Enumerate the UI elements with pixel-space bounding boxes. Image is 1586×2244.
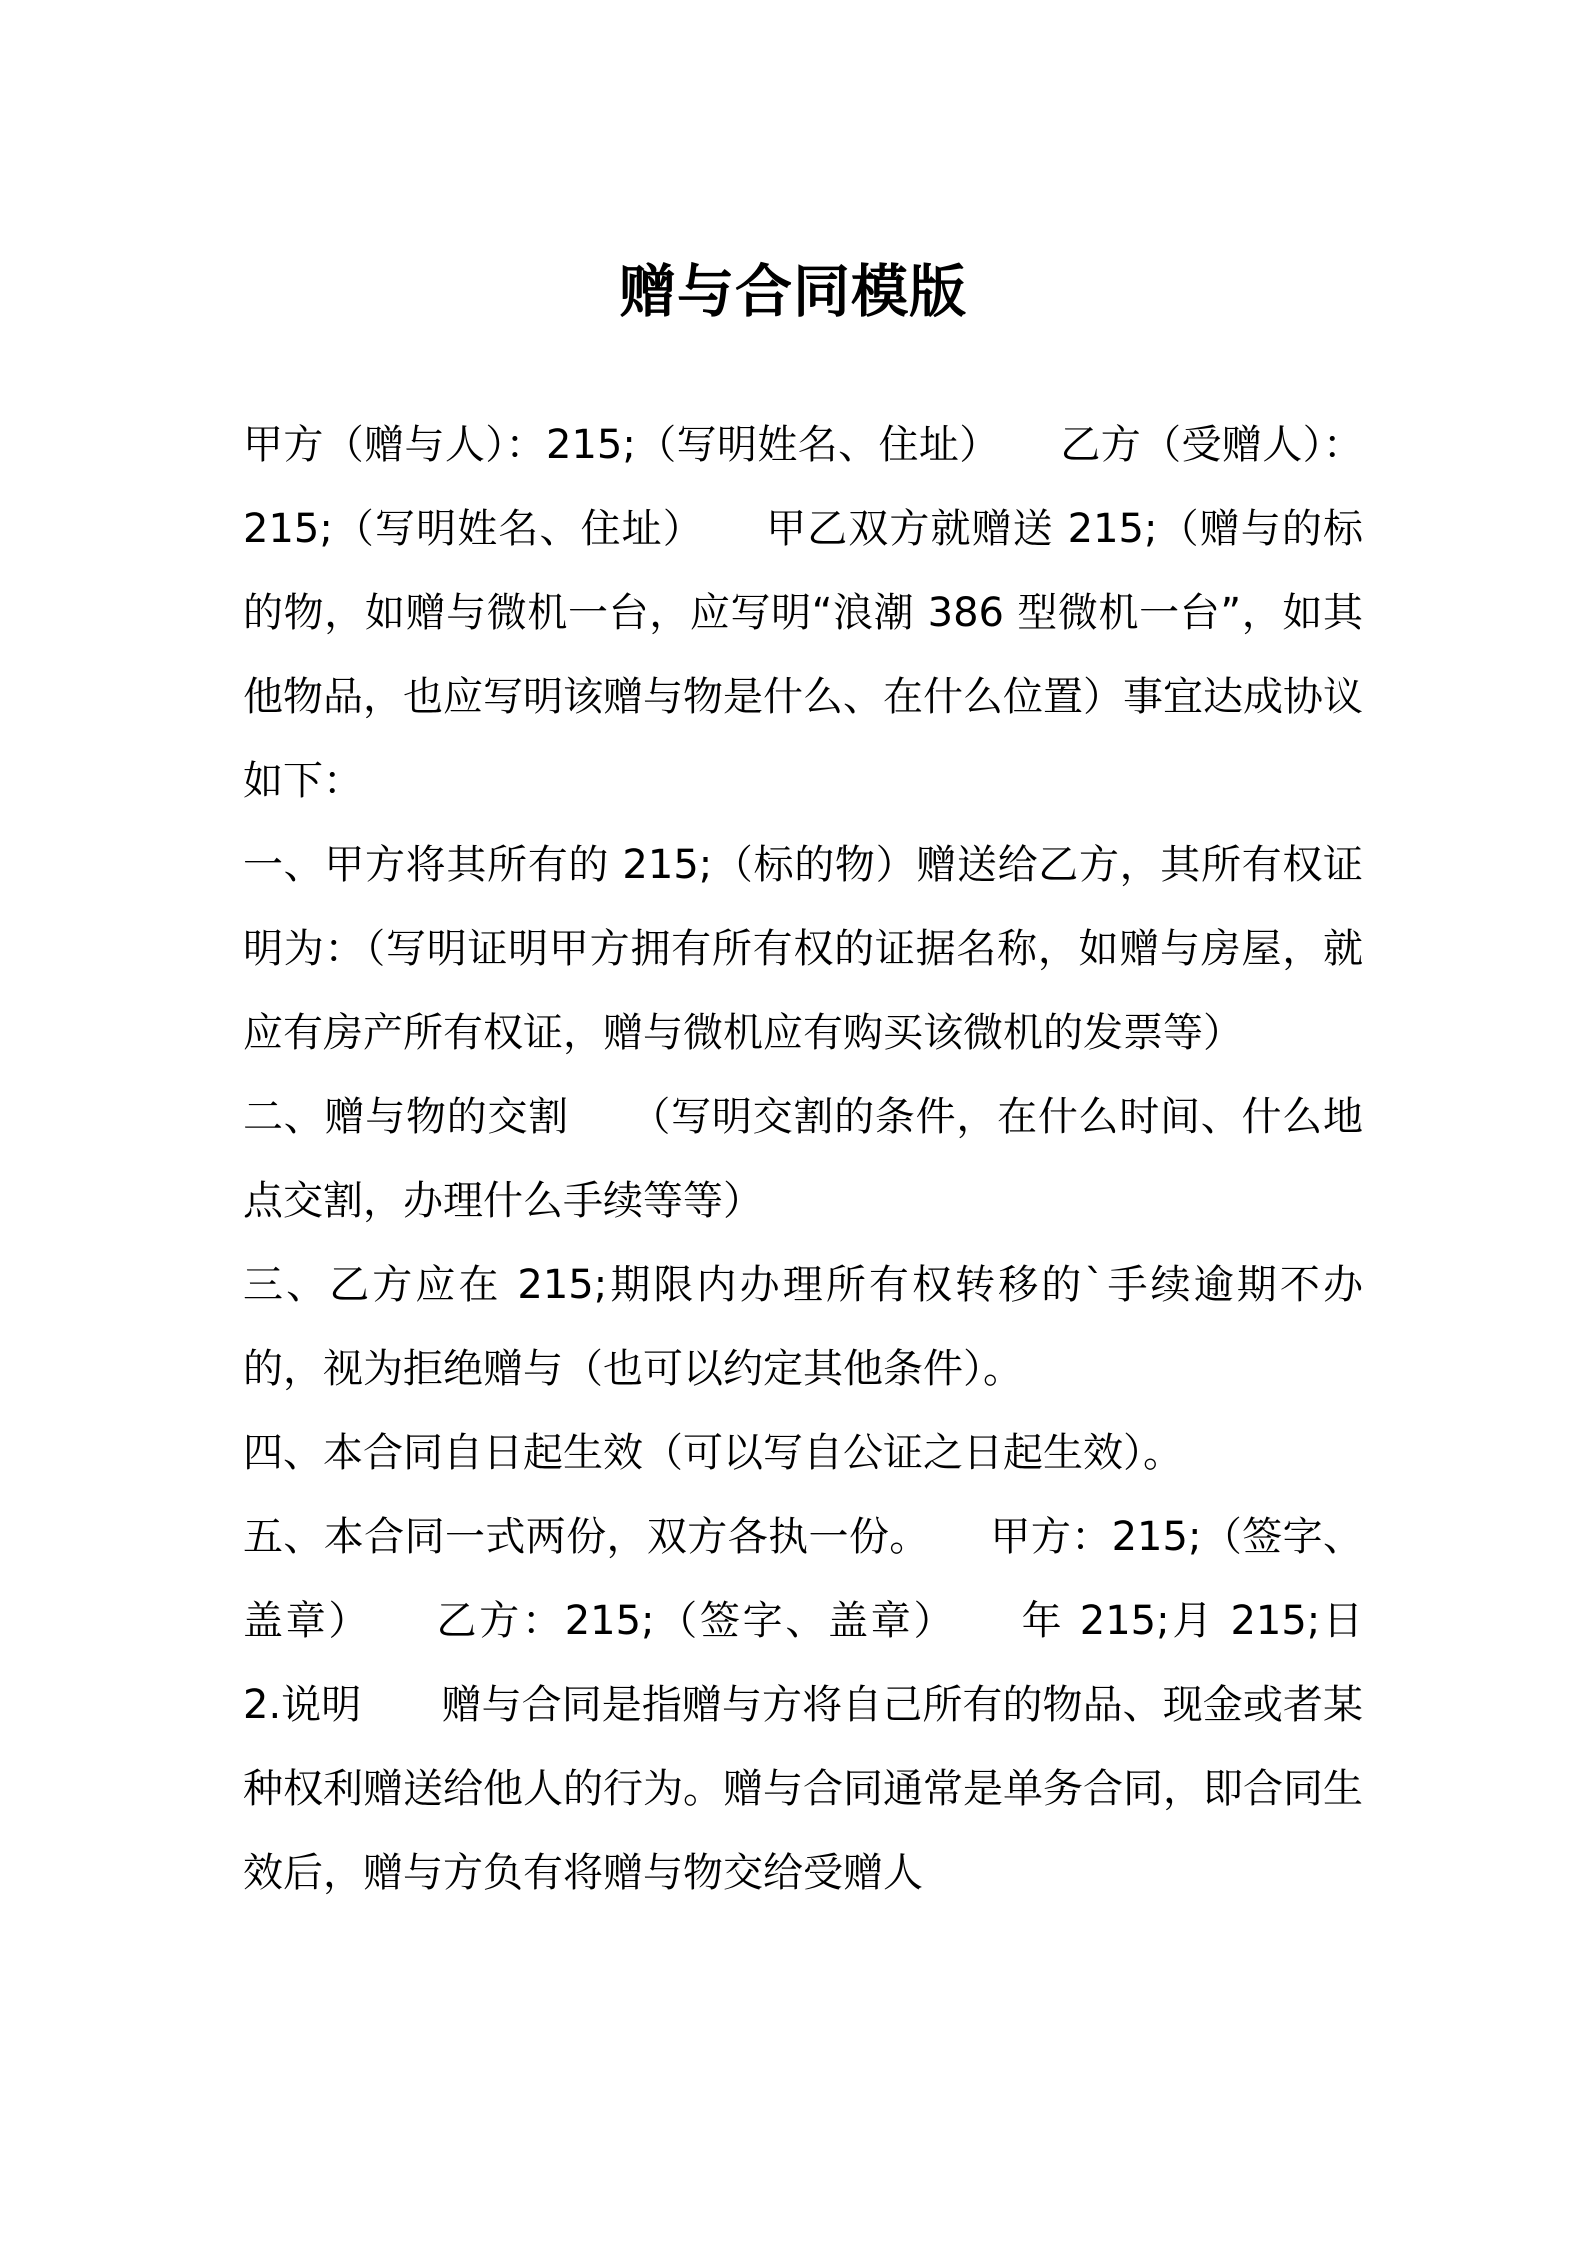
document-title: 赠与合同模版 [619,259,967,325]
paragraph-clause-4: 四、本合同自日起生效（可以写自公证之日起生效）。 [243,1430,1183,1476]
paragraph-clause-1: 一、甲方将其所有的 215;（标的物）赠送给乙方，其所有权证明为：（写明证明甲方拥有所有权的证据名称，如赠与房屋，就应有房产所有权证，赠与微机应有购买该微机的发票等） [243,842,1363,1056]
paragraph-clause-5: 五、本合同一式两份，双方各执一份。 甲方：215;（签字、盖章） 乙方：215;（签字、盖章） 年 215;月 215;日 2.说明 赠与合同是指赠与方将自己所有的物品、现金或者某种权利赠送给他人的行为。赠与合同通常是单务合同，即合同生效后，赠与方负有将赠与物交给受赠人 [243,1514,1443,1896]
paragraph-clause-3: 三、乙方应在 215;期限内办理所有权转移的`手续逾期不办的，视为拒绝赠与（也可以约定其他条件）。 [243,1262,1363,1392]
document-body [243,403,1443,1915]
paragraph-parties: 甲方（赠与人）：215;（写明姓名、住址） 乙方（受赠人）：215;（写明姓名、住址） 甲乙双方就赠送 215;（赠与的标的物，如赠与微机一台，应写明“浪潮 386 型微机一台”，如其他物品，也应写明该赠与物是什么、在什么位置）事宜达成协议如下： [243,422,1363,804]
paragraph-clause-2: 二、赠与物的交割 （写明交割的条件，在什么时间、什么地点交割，办理什么手续等等） [243,1094,1363,1224]
